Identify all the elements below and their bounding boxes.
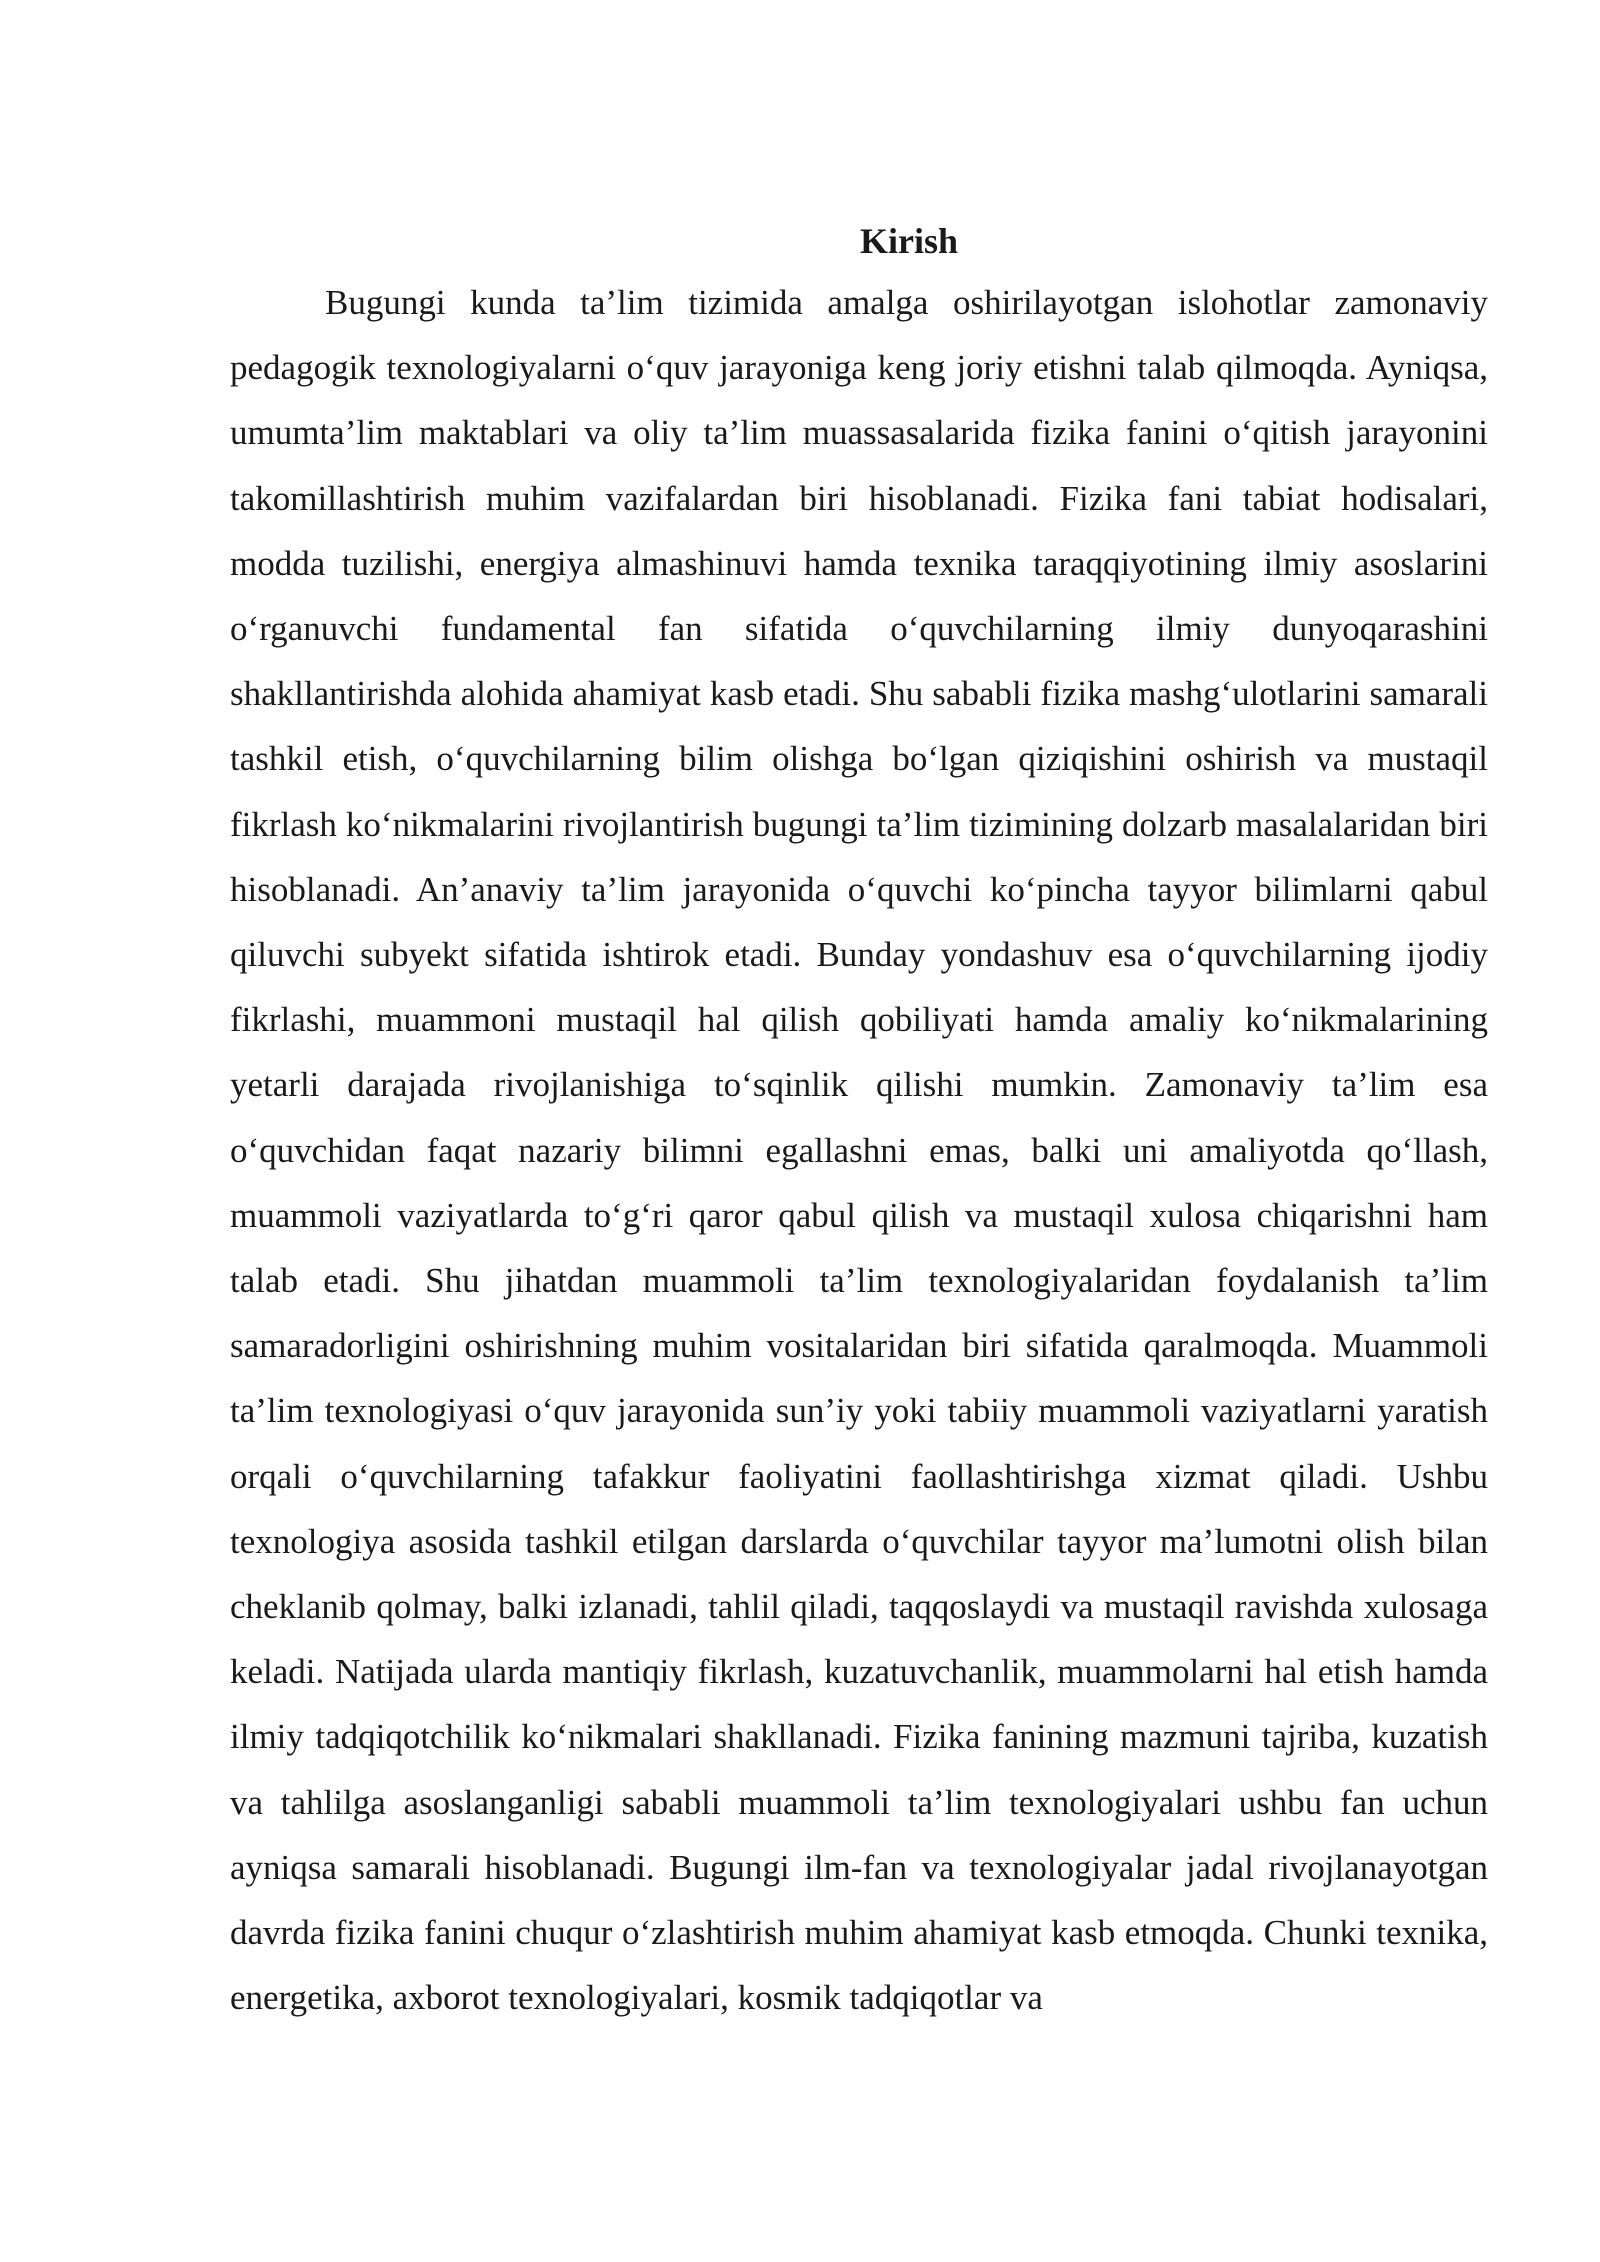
section-title: Kirish (859, 221, 958, 261)
body-paragraph: Bugungi kunda ta’lim tizimida amalga oshirilayotgan islohotlar zamonaviy pedagogik texnologiyalarni o‘quv jarayoniga keng joriy etishni talab qilmoqda. Ayniqsa, umumta’lim maktablari va oliy ta’lim muassasalarida fizika fanini o‘qitish jarayonini takomillashtirish muhim vazifalardan biri hisoblanadi. Fizika fani tabiat hodisalari, modda tuzilishi, energiya almashinuvi hamda texnika taraqqiyotining ilmiy asoslarini o‘rganuvchi fundamental fan sifatida o‘quvchilarning ilmiy dunyoqarashini shakllantirishda alohida ahamiyat kasb etadi. Shu sababli fizika mashg‘ulotlarini samarali tashkil etish, o‘quvchilarning bilim olishga bo‘lgan qiziqishini oshirish va mustaqil fikrlash ko‘nikmalarini rivojlantirish bugungi ta’lim tizimining dolzarb masalalaridan biri hisoblanadi. An’anaviy ta’lim jarayonida o‘quvchi ko‘pincha tayyor bilimlarni qabul qiluvchi subyekt sifatida ishtirok etadi. Bunday yondashuv esa o‘quvchilarning ijodiy fikrlashi, muammoni mustaqil hal qilish qobiliyati hamda amaliy ko‘nikmalarining yetarli darajada rivojlanishiga to‘sqinlik qilishi mumkin. Zamonaviy ta’lim esa o‘quvchidan faqat nazariy bilimni egallashni emas, balki uni amaliyotda qo‘llash, muammoli vaziyatlarda to‘g‘ri qaror qabul qilish va mustaqil xulosa chiqarishni ham talab etadi. Shu jihatdan muammoli ta’lim texnologiyalaridan foydalanish ta’lim samaradorligini oshirishning muhim vositalaridan biri sifatida qaralmoqda. Muammoli ta’lim texnologiyasi o‘quv jarayonida sun’iy yoki tabiiy muammoli vaziyatlarni yaratish orqali o‘quvchilarning tafakkur faoliyatini faollashtirishga xizmat qiladi. Ushbu texnologiya asosida tashkil etilgan darslarda o‘quvchilar tayyor ma’lumotni olish bilan cheklanib qolmay, balki izlanadi, tahlil qiladi, taqqoslaydi va mustaqil ravishda xulosaga keladi. Natijada ularda mantiqiy fikrlash, kuzatuvchanlik, muammolarni hal etish hamda ilmiy tadqiqotchilik ko‘nikmalari shakllanadi. Fizika fanining mazmuni tajriba, kuzatish va tahlilga asoslanganligi sababli muammoli ta’lim texnologiyalari ushbu fan uchun ayniqsa samarali hisoblanadi. Bugungi ilm-fan va texnologiyalar jadal rivojlanayotgan davrda fizika fanini chuqur o‘zlashtirish muhim ahamiyat kasb etmoqda. Chunki texnika, energetika, axborot texnologiyalari, kosmik tadqiqotlar va (230, 283, 1488, 2018)
page-content (230, 212, 1488, 2030)
